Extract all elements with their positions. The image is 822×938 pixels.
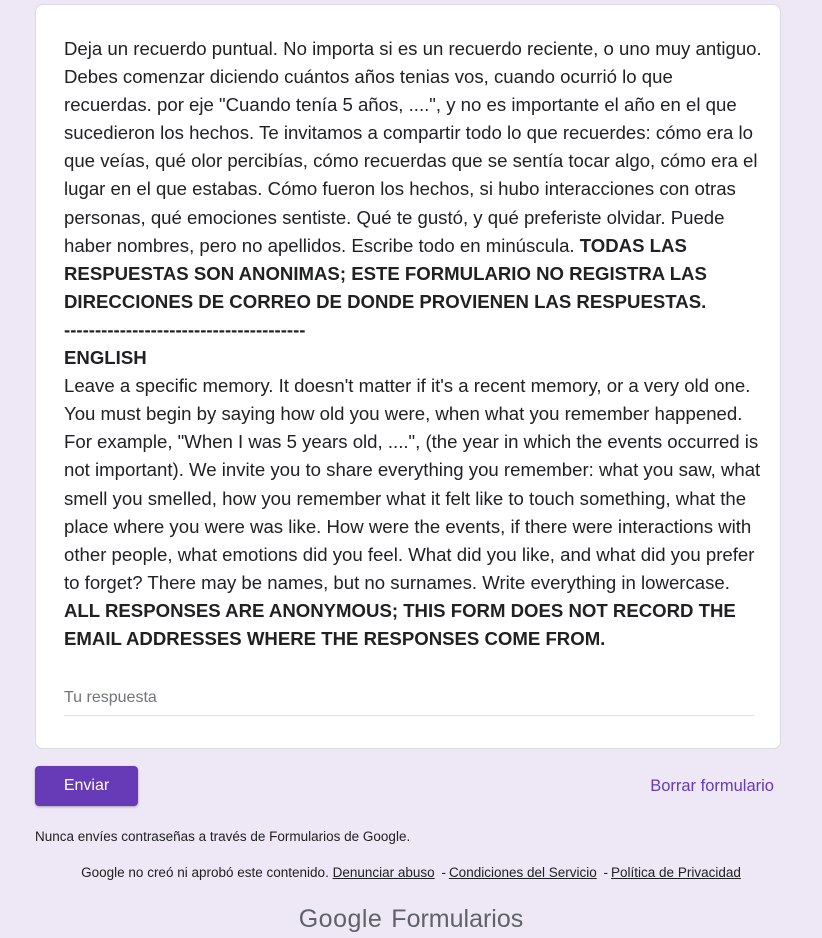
terms-link[interactable]: Condiciones del Servicio bbox=[448, 865, 597, 880]
separator-line: --------------------------------------- bbox=[64, 318, 306, 340]
answer-input[interactable] bbox=[64, 685, 754, 713]
submit-button[interactable]: Enviar bbox=[35, 766, 138, 806]
password-warning: Nunca envíes contraseñas a través de Formularios de Google. bbox=[35, 829, 411, 844]
footer-separator: - bbox=[441, 865, 446, 880]
english-heading: ENGLISH bbox=[64, 347, 147, 369]
english-text: Leave a specific memory. It doesn't matter if it's a recent memory, or a very old one. You must begin by saying how old you were, when what you remember happened. For example, "When I was 5 years old, ....", (the year in which the events occurred is not important). We invite you to share everything you remember: what you saw, what smell you smelled, how you remember what it felt like to touch something, what the place where you were was like. How were the events, if there were interactions with other people, what emotions did you feel. What did you like, and what did you prefer to forget? There may be names, but no surnames. Write everything in lowercase. bbox=[64, 375, 761, 593]
spanish-anonymity-notice: TODAS LAS RESPUESTAS SON ANONIMAS; ESTE FORMULARIO NO REGISTRA LAS DIRECCIONES DE CORREO DE DONDE PROVIENEN LAS RESPUESTAS. bbox=[64, 234, 707, 312]
question-card bbox=[35, 4, 781, 749]
clear-form-button[interactable]: Borrar formulario bbox=[630, 770, 782, 802]
english-anonymity-notice: ALL RESPONSES ARE ANONYMOUS; THIS FORM DOES NOT RECORD THE EMAIL ADDRESSES WHERE THE RESPONSES COME FROM. bbox=[64, 599, 736, 649]
google-wordmark: Google bbox=[298, 905, 383, 933]
report-abuse-link[interactable]: Denunciar abuso bbox=[332, 865, 435, 880]
footer bbox=[0, 865, 822, 880]
spanish-text: Deja un recuerdo puntual. No importa si es un recuerdo reciente, o uno muy antiguo. Debes comenzar diciendo cuántos años tenias vos, cuando ocurrió lo que recuerdas. por eje "Cuando tenía 5 años, ....", y no es importante el año en el que sucedieron los hechos. Te invitamos a compartir todo lo que recuerdes: cómo era lo que veías, qué olor percibías, cómo recuerdas que se sentía tocar algo, cómo era el lugar en el que estabas. Cómo fueron los hechos, si hubo interacciones con otras personas, qué emociones sentiste. Qué te gustó, y qué preferiste olvidar. Puede haber nombres, pero no apellidos. Escribe todo en minúscula. bbox=[64, 38, 762, 256]
footer-disclaimer: Google no creó ni aprobó este contenido. bbox=[81, 865, 329, 880]
footer-separator: - bbox=[603, 865, 609, 880]
answer-field-wrapper bbox=[64, 685, 754, 716]
google-forms-logo[interactable] bbox=[0, 905, 822, 934]
spanish-instructions bbox=[64, 35, 764, 316]
forms-wordmark: Formularios bbox=[391, 905, 524, 933]
english-instructions bbox=[64, 372, 764, 653]
question-description bbox=[64, 35, 764, 653]
privacy-link[interactable]: Política de Privacidad bbox=[611, 865, 741, 880]
